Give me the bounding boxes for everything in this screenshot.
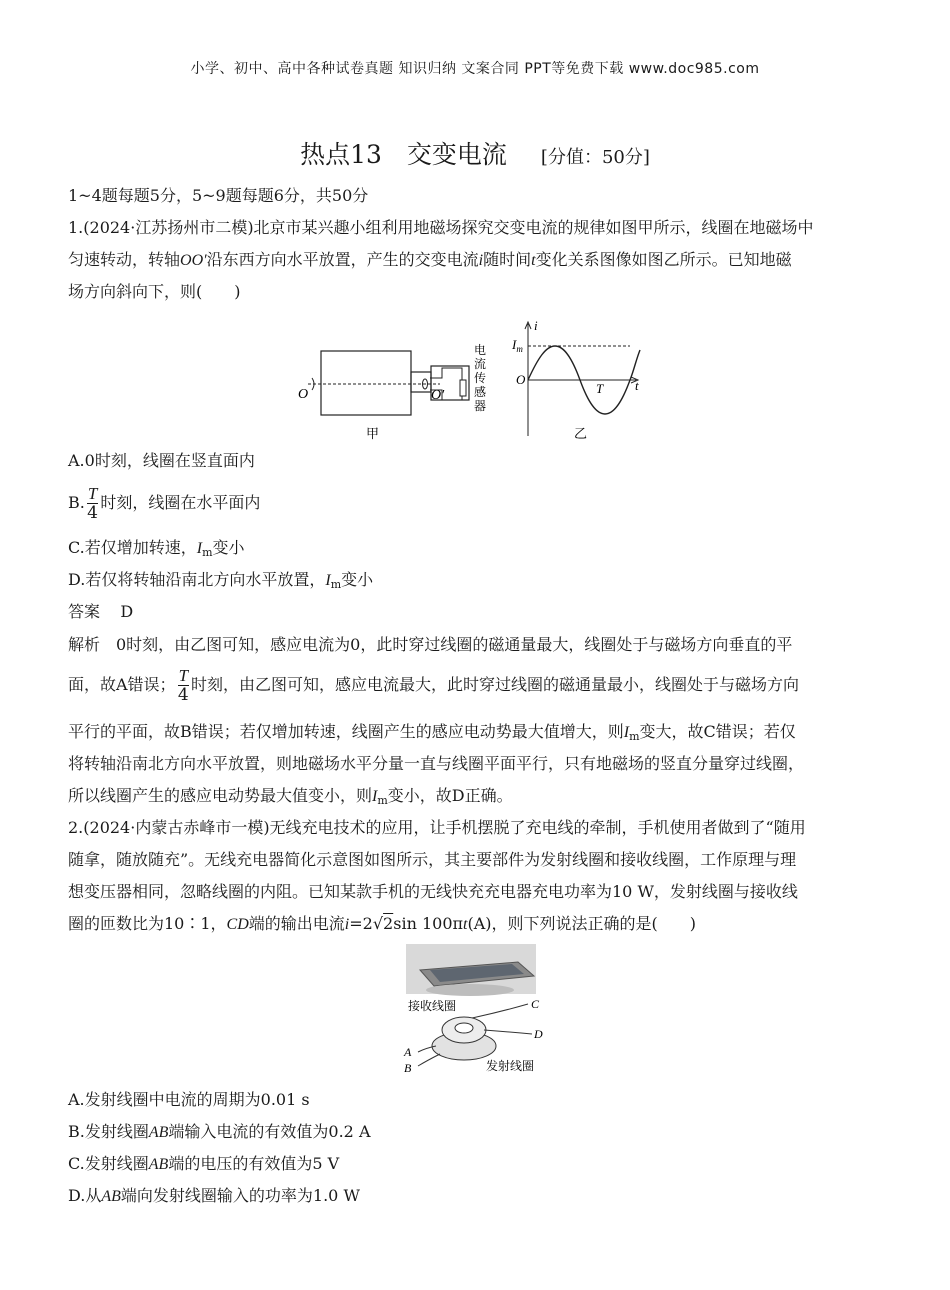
q1-analysis-line1: 解析 0时刻，由乙图可知，感应电流为0，此时穿过线圈的磁通量最大，线圈处于与磁场方向垂直的平 bbox=[68, 635, 793, 654]
fig1-right-O: O′ bbox=[431, 388, 445, 403]
sensor-char-2: 流 bbox=[474, 357, 487, 371]
score-intro: 1~4题每题5分，5~9题每题6分，共50分 bbox=[68, 186, 369, 205]
q1-stem-line2: 匀速转动，转轴OO′沿东西方向水平放置，产生的交变电流i随时间t变化关系图像如图乙所示。已知地磁 bbox=[68, 250, 792, 269]
page-title bbox=[0, 135, 950, 171]
label-C: C bbox=[531, 997, 540, 1011]
sensor-char-4: 感 bbox=[474, 385, 487, 399]
sensor-resistor bbox=[460, 380, 466, 396]
label-B: B bbox=[404, 1061, 412, 1075]
label-D: D bbox=[534, 1027, 543, 1041]
q2-option-B: B.发射线圈AB端输入电流的有效值为0.2 A bbox=[68, 1122, 371, 1141]
site-banner: 小学、初中、高中各种试卷真题 知识归纳 文案合同 PPT等免费下载 www.doc985.com bbox=[190, 61, 760, 77]
label-yi: 乙 bbox=[574, 426, 588, 441]
q1-analysis-line5: 所以线圈产生的感应电动势最大值变小，则$I_m$变小，故D正确。 bbox=[68, 786, 513, 807]
q2-option-C: C.发射线圈AB端的电压的有效值为5 V bbox=[68, 1154, 340, 1173]
charger-pad-photo bbox=[426, 984, 514, 996]
q2-stem-line1: 2.(2024·内蒙古赤峰市一模)无线充电技术的应用，让手机摆脱了充电线的牵制，手机使用者做到了“随用 bbox=[68, 818, 806, 837]
q1-answer: 答案 D bbox=[68, 602, 134, 621]
q2-option-D: D.从AB端向发射线圈输入的功率为1.0 W bbox=[68, 1186, 360, 1205]
q1-option-A: A.0时刻，线圈在竖直面内 bbox=[68, 451, 255, 470]
q2-stem-line2: 随拿，随放随充”。无线充电器简化示意图如图所示，其主要部件为发射线圈和接收线圈，工作原理与理 bbox=[68, 850, 797, 869]
q1-stem-line1: 1.(2024·江苏扬州市二模)北京市某兴趣小组利用地磁场探究交变电流的规律如图甲所示，线圈在地磁场中 bbox=[68, 218, 814, 237]
q1-analysis-line2: 面，故A错误； $\frac{T}{4}$ 时刻，由乙图可知，感应电流最大，此时穿过线圈的磁通量最小，线圈处于与磁场方向 bbox=[68, 666, 800, 705]
sensor-char-5: 器 bbox=[474, 399, 487, 413]
lead-D bbox=[484, 1030, 532, 1034]
receive-coil-inner bbox=[455, 1023, 473, 1033]
q2-stem-line4: 圈的匝数比为10∶1，CD端的输出电流i=2√2sin 100πt(A)，则下列说法正确的是( ) bbox=[68, 914, 696, 933]
sensor-char-1: 电 bbox=[474, 343, 487, 357]
label-send-coil: 发射线圈 bbox=[486, 1059, 535, 1073]
sqrt-2: √2 bbox=[372, 914, 394, 933]
q2-stem-line3: 想变压器相同，忽略线圈的内阻。已知某款手机的无线快充充电器充电功率为10 W，发射线圈与接收线 bbox=[68, 882, 798, 901]
fig1-left-O: O bbox=[298, 387, 309, 402]
q1-stem-line3: 场方向斜向下，则( ) bbox=[68, 282, 241, 301]
label-A: A bbox=[404, 1045, 412, 1059]
axis-t-label: t bbox=[635, 378, 639, 393]
axle-rect bbox=[411, 372, 431, 392]
lead-B bbox=[418, 1054, 440, 1066]
q1-option-C: C.若仅增加转速，$I_m$变小 bbox=[68, 538, 245, 559]
axis-i-label: i bbox=[534, 318, 538, 333]
lead-C bbox=[472, 1004, 528, 1018]
coil-rect bbox=[321, 351, 411, 415]
title-main: 热点13 交变电流 bbox=[300, 140, 507, 169]
label-jia: 甲 bbox=[366, 426, 380, 441]
q2-figure bbox=[400, 942, 550, 1078]
q1-option-B: B. $\frac{T}{4}$ 时刻，线圈在水平面内 bbox=[68, 484, 261, 523]
Im-label: $I_m$ bbox=[512, 337, 523, 354]
q1-figure bbox=[290, 318, 660, 446]
sensor-char-3: 传 bbox=[474, 371, 487, 385]
label-receive-coil: 接收线圈 bbox=[408, 999, 457, 1013]
q2-option-A: A.发射线圈中电流的周期为0.01 s bbox=[68, 1090, 310, 1109]
title-score: [分值：50分] bbox=[540, 147, 650, 168]
q1-analysis-line3: 平行的平面，故B错误；若仅增加转速，线圈产生的感应电动势最大值增大，则$I_m$变大，故C错误；若仅 bbox=[68, 722, 796, 743]
T-label: T bbox=[596, 381, 604, 396]
origin-label: O bbox=[516, 372, 526, 387]
q1-analysis-line4: 将转轴沿南北方向水平放置，则地磁场水平分量一直与线圈平面平行，只有地磁场的竖直分量穿过线圈， bbox=[68, 754, 805, 773]
q1-option-D: D.若仅将转轴沿南北方向水平放置，$I_m$变小 bbox=[68, 570, 374, 591]
